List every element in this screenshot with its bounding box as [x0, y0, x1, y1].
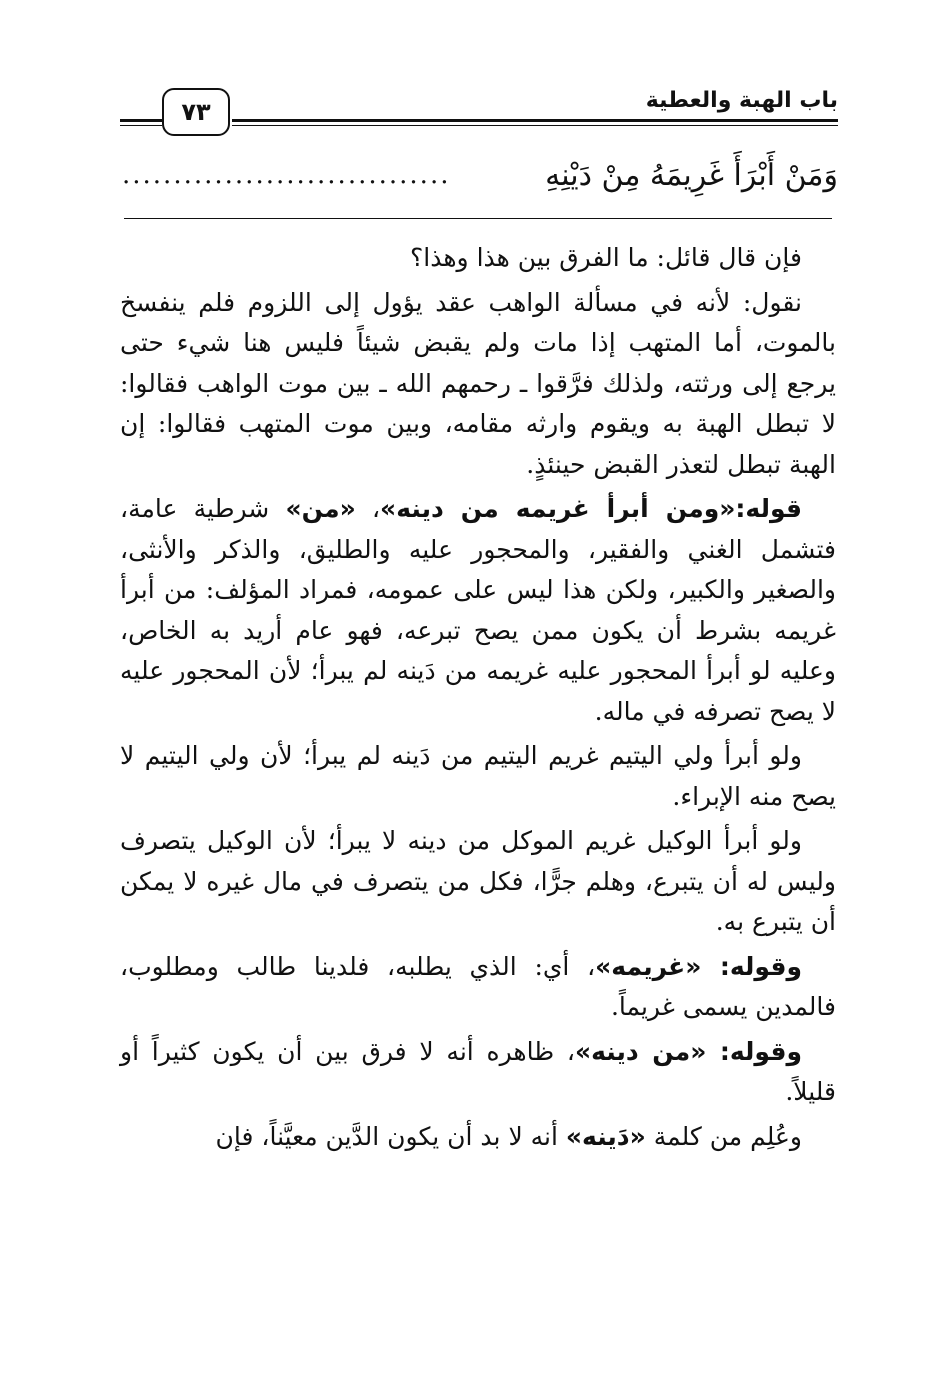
chapter-title: باب الهبة والعطية — [645, 88, 838, 113]
header-rule — [232, 119, 838, 122]
page-number: ٧٣ — [162, 88, 230, 136]
separator-line — [124, 218, 832, 219]
bold-quote: «من» — [285, 494, 356, 523]
paragraph — [120, 736, 836, 817]
matn-line — [120, 158, 838, 198]
bold-quote: «ومن أبرأ غريمه من دينه» — [380, 494, 736, 523]
paragraph-text: ولو أبرأ ولي اليتيم غريم اليتيم من دَينه لم يبرأ؛ لأن ولي اليتيم لا يصح منه الإبراء. — [120, 741, 836, 811]
bold-label: وقوله: «غريمه» — [595, 951, 802, 981]
paragraph-text: ، — [355, 494, 381, 523]
paragraph-text: ولو أبرأ الوكيل غريم الموكل من دينه لا يبرأ؛ لأن الوكيل يتصرف وليس له أن يتبرع، وهلم جرًّا، فكل من يتصرف في مال غيره لا يمكن أن يتبرع به. — [120, 826, 836, 936]
paragraph-text: ، أي: الذي يطلبه، فلدينا طالب ومطلوب، فالمدين يسمى غريماً. — [120, 951, 836, 1021]
paragraph — [120, 947, 836, 1028]
paragraph — [120, 1117, 836, 1158]
paragraph-text: وعُلِم من كلمة — [645, 1121, 802, 1151]
paragraph-text: شرطية عامة، فتشمل الغني والفقير، والمحجور عليه والطليق، والذكر والأنثى، والصغير والكبير، ولكن هذا ليس على عمومه، فمراد المؤلف: من أبرأ غريمه بشرط أن يكون ممن يصح تبرعه، فهو عام أريد به الخاص، وعليه لو أبرأ المحجور عليه غريمه من دَينه لم يبرأ؛ لأن المحجور عليه لا يصح تصرفه في ماله. — [120, 494, 836, 726]
bold-label: قوله: — [735, 494, 802, 523]
paragraph-text: ، ظاهره أنه لا فرق بين أن يكون كثيراً أو قليلاً. — [120, 1036, 836, 1106]
header-rule-thin — [232, 125, 838, 126]
paragraph-text: فإن قال قائل: ما الفرق بين هذا وهذا؟ — [410, 243, 802, 272]
header-rule-thin — [120, 125, 162, 126]
paragraph-text: أنه لا بد أن يكون الدَّين معيَّناً، فإن — [215, 1121, 566, 1151]
paragraph — [120, 283, 836, 486]
header-rule — [120, 119, 162, 122]
bold-quote: «دَينه» — [565, 1121, 646, 1151]
page-header — [120, 88, 838, 130]
paragraph — [120, 1032, 836, 1113]
paragraph — [120, 238, 836, 279]
commentary-body — [120, 238, 836, 1161]
paragraph-text: نقول: لأنه في مسألة الواهب عقد يؤول إلى اللزوم فلم ينفسخ بالموت، أما المتهب إذا مات ولم يقبض شيئاً فليس هنا شيء حتى يرجع إلى ورثته، ولذلك فرَّقوا ـ رحمهم الله ـ بين موت الواهب فقالوا: لا تبطل الهبة به ويقوم وارثه مقامه، وبين موت المتهب فقالوا: إن الهبة تبطل لتعذر القبض حينئذٍ. — [120, 287, 836, 479]
bold-label: وقوله: «من دينه» — [574, 1036, 802, 1066]
paragraph — [120, 489, 836, 732]
matn-text: وَمَنْ أَبْرَأَ غَرِيمَهُ مِنْ دَيْنِهِ — [545, 158, 838, 193]
paragraph — [120, 821, 836, 943]
matn-dots: ................................ — [122, 160, 451, 190]
